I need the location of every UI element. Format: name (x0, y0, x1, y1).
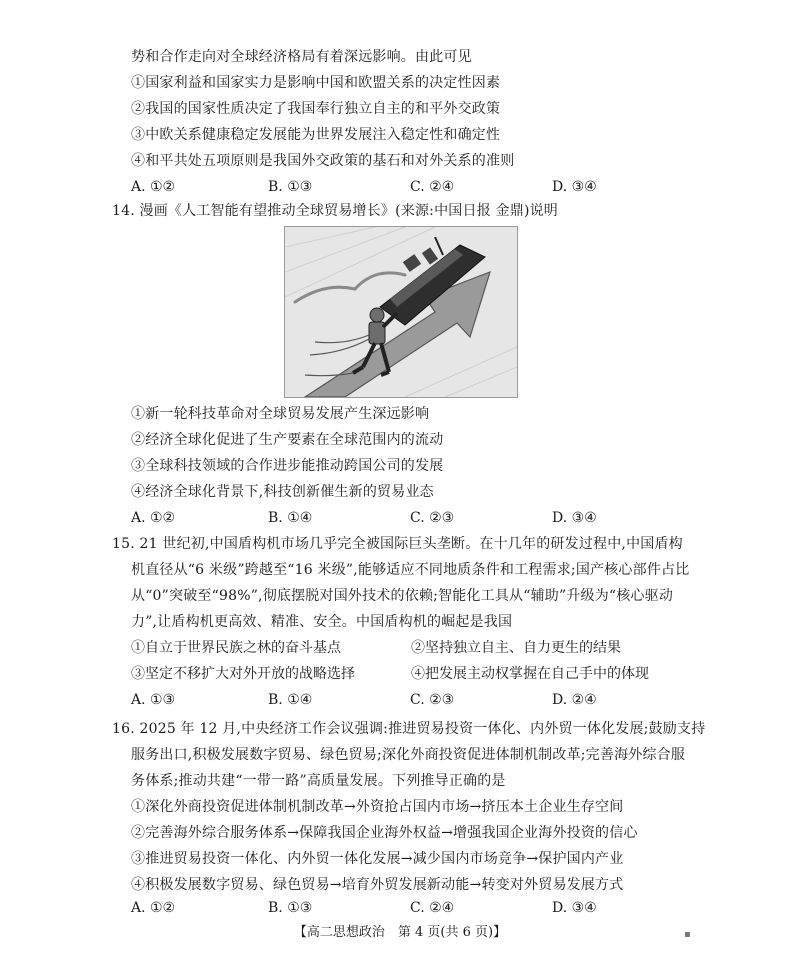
q13-choice-b: B. ①③ (268, 179, 313, 195)
q14-stem: 14. 漫画《人工智能有望推动全球贸易增长》(来源:中国日报 金鼎)说明 (112, 203, 559, 219)
q15-stem-line-1: 15. 21 世纪初,中国盾构机市场几乎完全被国际巨头垄断。在十几年的研发过程中,中国盾构 (112, 536, 683, 552)
q16-choices (131, 899, 651, 917)
q16-option-2: ②完善海外综合服务体系→保障我国企业海外权益→增强我国企业海外投资的信心 (131, 825, 638, 841)
q14-option-4: ④经济全球化背景下,科技创新催生新的贸易业态 (131, 484, 434, 500)
q14-option-1: ①新一轮科技革命对全球贸易发展产生深远影响 (131, 406, 430, 422)
q13-choice-a: A. ①② (131, 179, 176, 195)
q16-option-3: ③推进贸易投资一体化、内外贸一体化发展→减少国内市场竞争→保护国内产业 (131, 851, 624, 867)
q15-stem-line-4: 力”,让盾构机更高效、精准、安全。中国盾构机的崛起是我国 (131, 614, 513, 630)
q14-option-3: ③全球科技领域的合作进步能推动跨国公司的发展 (131, 458, 444, 474)
q14-choice-a: A. ①② (131, 510, 176, 526)
q15-option-1: ①自立于世界民族之林的奋斗基点 (131, 640, 341, 656)
q14-choices (131, 509, 651, 527)
cartoon-ai-trade-image (284, 226, 518, 398)
q13-choices (131, 178, 651, 196)
q16-choice-d: D. ③④ (552, 900, 597, 916)
corner-mark: ▪ (684, 929, 691, 940)
q15-options-row-1 (131, 639, 691, 657)
q14-choice-c: C. ②③ (410, 510, 455, 526)
q16-stem-line-1: 16. 2025 年 12 月,中央经济工作会议强调:推进贸易投资一体化、内外贸一体化发展;鼓励支持 (112, 721, 706, 737)
q13-choice-c: C. ②④ (410, 179, 455, 195)
q14-option-2: ②经济全球化促进了生产要素在全球范围内的流动 (131, 432, 444, 448)
q16-stem-line-3: 务体系;推动共建“一带一路”高质量发展。下列推导正确的是 (131, 773, 506, 789)
q14-choice-d: D. ③④ (552, 510, 597, 526)
q15-choice-a: A. ①③ (131, 692, 176, 708)
q15-choice-d: D. ②④ (552, 692, 597, 708)
q13-option-2: ②我国的国家性质决定了我国奉行独立自主的和平外交政策 (131, 101, 501, 117)
q15-choice-c: C. ②③ (410, 692, 455, 708)
q15-choices (131, 691, 651, 709)
q13-stem-tail: 势和合作走向对全球经济格局有着深远影响。由此可见 (131, 49, 472, 65)
q16-choice-b: B. ①③ (268, 900, 313, 916)
q16-stem-line-2: 服务出口,积极发展数字贸易、绿色贸易;深化外商投资促进体制机制改革;完善海外综合服 (131, 747, 686, 763)
q15-choice-b: B. ①④ (268, 692, 313, 708)
cartoon-drawing (285, 227, 517, 397)
q14-choice-b: B. ①④ (268, 510, 313, 526)
q15-option-3: ③坚定不移扩大对外开放的战略选择 (131, 666, 355, 682)
q16-option-1: ①深化外商投资促进体制机制改革→外资抢占国内市场→挤压本土企业生存空间 (131, 799, 624, 815)
page-footer: 【高二思想政治 第 4 页(共 6 页)】 (293, 925, 507, 940)
q16-choice-c: C. ②④ (410, 900, 455, 916)
q15-options-row-2 (131, 665, 691, 683)
q13-choice-d: D. ③④ (552, 179, 597, 195)
q15-option-4: ④把发展主动权掌握在自己手中的体现 (411, 666, 649, 682)
q13-option-4: ④和平共处五项原则是我国外交政策的基石和对外关系的准则 (131, 153, 515, 169)
q16-choice-a: A. ①② (131, 900, 176, 916)
q16-option-4: ④积极发展数字贸易、绿色贸易→培育外贸发展新动能→转变对外贸易发展方式 (131, 877, 624, 893)
q15-stem-line-2: 机直径从“6 米级”跨越至“16 米级”,能够适应不同地质条件和工程需求;国产核心部件占比 (131, 562, 690, 578)
q13-option-1: ①国家利益和国家实力是影响中国和欧盟关系的决定性因素 (131, 75, 501, 91)
q15-option-2: ②坚持独立自主、自力更生的结果 (411, 640, 621, 656)
q13-option-3: ③中欧关系健康稳定发展能为世界发展注入稳定性和确定性 (131, 127, 501, 143)
q15-stem-line-3: 从“0”突破至“98%”,彻底摆脱对国外技术的依赖;智能化工具从“辅助”升级为“核心驱动 (131, 588, 674, 604)
